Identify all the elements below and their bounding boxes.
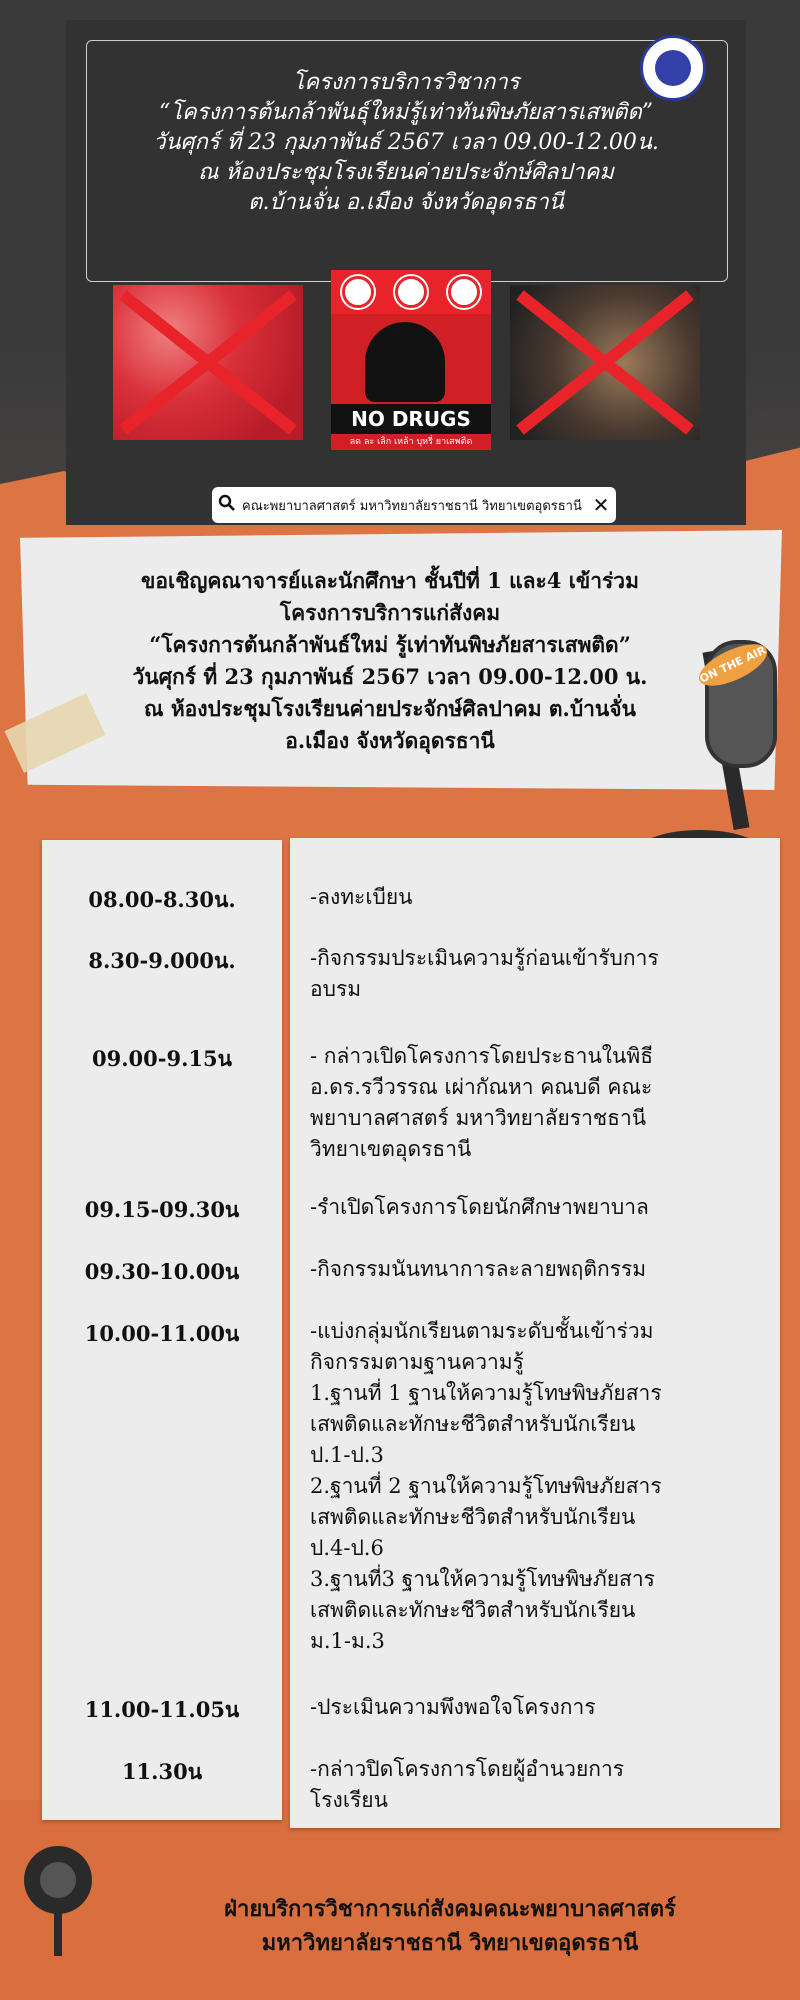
header-line: ณ ห้องประชุมโรงเรียนค่ายประจักษ์ศิลปาคม bbox=[198, 160, 614, 185]
close-icon[interactable]: ✕ bbox=[592, 493, 610, 517]
header-line: วันศุกร์ ที่ 23 กุมภาพันธ์ 2567 เวลา 09.00-12.00น. bbox=[153, 130, 659, 155]
no-alcohol-icon bbox=[395, 276, 427, 308]
invite-line: ขอเชิญคณาจารย์และนักศึกษา ชั้นปีที่ 1 และ4 เข้าร่วม bbox=[141, 568, 639, 593]
drugs-image bbox=[510, 285, 700, 440]
poster-subtitle: ลด ละ เลิก เหล้า บุหรี่ ยาเสพติด bbox=[331, 434, 491, 450]
invite-line: วันศุกร์ ที่ 23 กุมภาพันธ์ 2567 เวลา 09.00-12.00 น. bbox=[132, 664, 648, 689]
schedule-time: 08.00-8.30น. bbox=[88, 887, 236, 912]
schedule-desc: -แบ่งกลุ่มนักเรียนตามระดับชั้นเข้าร่วม กิจกรรมตามฐานความรู้ 1.ฐานที่ 1 ฐานให้ความรู้โทษพิษภัยสาร เสพติดและทักษะชีวิตสำหรับนักเรียน ป.1-ป.3 2.ฐานที่ 2 ฐานให้ความรู้โทษพิษภัยสาร เสพติดและทักษะชีวิตสำหรับนักเรียน ป.4-ป.6 3.ฐานที่3 ฐานให้ความรู้โทษพิษภัยสาร เสพติดและทักษะชีวิตสำหรับนักเรียน ม.1-ม.3 bbox=[310, 1319, 662, 1653]
schedule-time: 11.30น bbox=[121, 1759, 203, 1784]
invite-line: “โครงการต้นกล้าพันธ์ใหม่ รู้เท่าทันพิษภัยสารเสพติด” bbox=[149, 632, 631, 657]
schedule-desc: - กล่าวเปิดโครงการโดยประธานในพิธี อ.ดร.รวีวรรณ เผ่ากัณหา คณบดี คณะ พยาบาลศาสตร์ มหาวิทยาลัยราชธานี วิทยาเขตอุดรธานี bbox=[310, 1044, 654, 1161]
search-text[interactable]: คณะพยาบาลศาสตร์ มหาวิทยาลัยราชธานี วิทยาเขตอุดรธานี bbox=[242, 498, 582, 514]
invite-line: โครงการบริการแก่สังคม bbox=[279, 600, 501, 625]
search-bar[interactable] bbox=[212, 487, 616, 523]
footer-text bbox=[110, 1893, 790, 1961]
schedule-time: 11.00-11.05น bbox=[84, 1697, 240, 1722]
cross-mark-icon bbox=[113, 285, 303, 440]
schedule-time: 8.30-9.000น. bbox=[88, 948, 236, 973]
no-drugs-icon bbox=[448, 276, 480, 308]
search-icon[interactable] bbox=[212, 494, 242, 517]
megaphone-icon bbox=[18, 1840, 98, 1960]
head-silhouette-icon bbox=[365, 322, 445, 402]
schedule-desc: -ลงทะเบียน bbox=[310, 885, 413, 909]
schedule-time: 09.00-9.15น bbox=[92, 1046, 232, 1071]
schedule-desc: -กิจกรรมนันทนาการละลายพฤติกรรม bbox=[310, 1257, 647, 1281]
poster-label: NO DRUGS bbox=[331, 404, 491, 434]
prohibition-icons bbox=[331, 270, 491, 314]
schedule-desc: -กล่าวปิดโครงการโดยผู้อำนวยการ โรงเรียน bbox=[310, 1757, 625, 1812]
schedule-time: 09.15-09.30น bbox=[84, 1197, 240, 1222]
schedule-desc: -รำเปิดโครงการโดยนักศึกษาพยาบาล bbox=[310, 1195, 649, 1219]
footer-line: มหาวิทยาลัยราชธานี วิทยาเขตอุดรธานี bbox=[261, 1931, 639, 1956]
footer-line: ฝ่ายบริการวิชาการแก่สังคมคณะพยาบาลศาสตร์ bbox=[224, 1897, 676, 1922]
header-line: ต.บ้านจั่น อ.เมือง จังหวัดอุดรธานี bbox=[248, 190, 564, 215]
header-title bbox=[86, 68, 726, 218]
no-smoking-icon bbox=[342, 276, 374, 308]
header-line: โครงการบริการวิชาการ bbox=[292, 70, 520, 95]
header-line: “โครงการต้นกล้าพันธุ์ใหม่รู้เท่าทันพิษภัยสารเสพติด” bbox=[158, 100, 654, 125]
schedule-desc: -กิจกรรมประเมินความรู้ก่อนเข้ารับการ อบรม bbox=[310, 946, 659, 1001]
no-drugs-poster bbox=[331, 270, 491, 450]
invite-line: อ.เมือง จังหวัดอุดรธานี bbox=[285, 728, 495, 753]
schedule-desc: -ประเมินความพึงพอใจโครงการ bbox=[310, 1695, 596, 1719]
invitation-text bbox=[40, 565, 740, 757]
invite-line: ณ ห้องประชุมโรงเรียนค่ายประจักษ์ศิลปาคม ต.บ้านจั่น bbox=[144, 696, 636, 721]
on-air-sticker: ON THE AIR bbox=[693, 636, 773, 694]
schedule-time: 09.30-10.00น bbox=[84, 1259, 240, 1284]
cross-mark-icon bbox=[510, 285, 700, 440]
schedule-time: 10.00-11.00น bbox=[84, 1321, 240, 1346]
pills-image bbox=[113, 285, 303, 440]
